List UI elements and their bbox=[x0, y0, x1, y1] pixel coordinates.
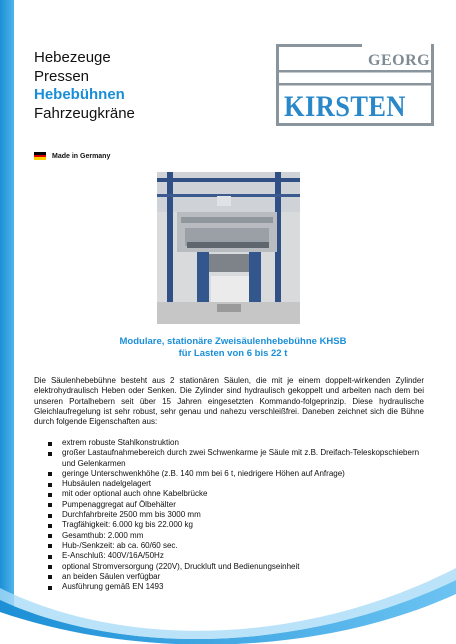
left-accent-bar bbox=[0, 0, 14, 644]
category-pressen[interactable]: Pressen bbox=[34, 67, 90, 85]
feature-item: mit oder optional auch ohne Kabelbrücke bbox=[46, 489, 426, 499]
feature-item: optional Stromversorgung (220V), Druckluft und Bedienungseinheit bbox=[46, 562, 426, 572]
company-logo bbox=[276, 44, 434, 126]
feature-item: Pumpenaggregat auf Ölbehälter bbox=[46, 500, 426, 510]
product-title bbox=[30, 336, 436, 360]
bottom-swoosh bbox=[0, 560, 456, 644]
feature-item: an beiden Säulen verfügbar bbox=[46, 572, 426, 582]
made-in-label: Made in Germany bbox=[52, 152, 111, 160]
germany-flag-icon bbox=[34, 152, 46, 160]
feature-item: Hub-/Senkzeit: ab ca. 60/60 sec. bbox=[46, 541, 426, 551]
feature-item: Tragfähigkeit: 6.000 kg bis 22.000 kg bbox=[46, 520, 426, 530]
feature-item: Ausführung gemäß EN 1493 bbox=[46, 582, 426, 592]
feature-item: geringe Unterschwenkhöhe (z.B. 140 mm bei 6 t, niedrigere Höhen auf Anfrage) bbox=[46, 469, 426, 479]
feature-item: großer Lastaufnahmebereich durch zwei Schwenkarme je Säule mit z.B. Dreifach-Teleskopschiebern und Gelenkarmen bbox=[46, 448, 426, 469]
feature-item: Durchfahrbreite 2500 mm bis 3000 mm bbox=[46, 510, 426, 520]
feature-item: extrem robuste Stahlkonstruktion bbox=[46, 438, 426, 448]
product-title-line2: für Lasten von 6 bis 22 t bbox=[178, 348, 288, 359]
logo-main-text: KIRSTEN bbox=[284, 90, 406, 123]
feature-item: Hubsäulen nadelgelagert bbox=[46, 479, 426, 489]
product-intro: Die Säulenhebebühne besteht aus 2 stationären Säulen, die mit je einem doppelt-wirkenden Zylinder elektrohydraulisch Heben oder Senken. Die Zylinder sind hydraulisch gekoppelt und arbeiten nach dem bei unseren Portalhebern seit über 15 Jahren eingesetzten Kommando-folgeprinzip. Diese hydraulische Gleichlaufregelung ist sehr robust, sehr genau und nahezu verschleißfrei. Daneben zeichnet sich die Bühne durch folgende Eigenschaften aus: bbox=[34, 376, 424, 427]
category-fahrzeugkraene[interactable]: Fahrzeugkräne bbox=[34, 104, 135, 122]
product-title-line1: Modulare, stationäre Zweisäulenhebebühne KHSB bbox=[119, 336, 347, 347]
made-in-germany bbox=[34, 152, 110, 160]
category-hebebuehnen[interactable]: Hebebühnen bbox=[34, 86, 125, 103]
feature-item: Gesamthub: 2.000 mm bbox=[46, 531, 426, 541]
logo-top-text: GEORG bbox=[368, 52, 431, 69]
category-hebezeuge[interactable]: Hebezeuge bbox=[34, 49, 111, 66]
product-photo bbox=[157, 172, 300, 324]
feature-item: E-Anschluß: 400V/16A/50Hz bbox=[46, 551, 426, 561]
category-list bbox=[34, 49, 135, 123]
